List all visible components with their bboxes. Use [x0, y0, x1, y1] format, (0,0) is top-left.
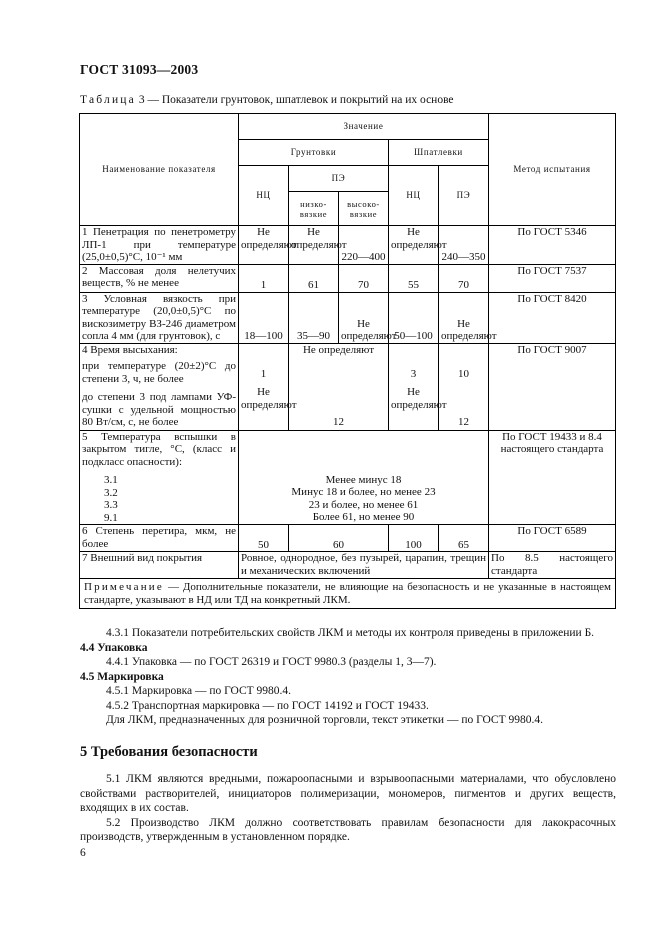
para-4-5-3: Для ЛКМ, предназначенных для розничной торговли, текст этикетки — по ГОСТ 9980.4. [106, 714, 543, 726]
row2-nc: 1 [239, 264, 289, 292]
row1-nc2: Не определяют [389, 226, 439, 265]
caption-text: 3 — Показатели грунтовок, шпатлевок и покрытий на их основе [135, 94, 454, 106]
row3-method: По ГОСТ 8420 [489, 292, 616, 343]
row4-sub1: при температуре (20±2)°С до степени 3, ч, не более [82, 360, 236, 385]
page-number: 6 [80, 847, 86, 859]
section-5-title: 5 Требования безопасности [80, 744, 258, 760]
row5-name [80, 430, 239, 525]
table-row [80, 430, 616, 525]
header-pe: ПЭ [289, 166, 389, 192]
row5-class-4: 9.1 [104, 511, 118, 524]
row5-title: 5 Температура вспышки в закрытом тигле, °С, (класс и подкласс опасности): [82, 430, 236, 468]
row5-value-4: Более 61, но менее 90 [312, 511, 415, 523]
table-row [80, 264, 616, 292]
heading-4-5: 4.5 Маркировка [80, 670, 164, 683]
caption-prefix: Таблица [80, 94, 136, 106]
row4-sub2-nc: Не определяют [241, 386, 297, 411]
para-4-3-1: 4.3.1 Показатели потребительских свойств ЛКМ и методы их контроля приведены в приложении Б. [106, 627, 595, 639]
row5-class-3: 3.3 [104, 499, 118, 511]
row5-method: По ГОСТ 19433 и 8.4 настоящего стандарта [489, 430, 616, 525]
row3-low: 35—90 [289, 292, 339, 343]
row3-nc: 18—100 [239, 292, 289, 343]
row1-method: По ГОСТ 5346 [489, 226, 616, 265]
header-primers: Грунтовки [239, 140, 389, 166]
row4-nc2 [389, 343, 447, 430]
header-putties: Шпатлевки [389, 140, 489, 166]
header-low-viscous: низко-вязкие [289, 192, 339, 226]
row4-sub1-nc: 1 [260, 367, 267, 380]
row2-nc2: 55 [389, 264, 439, 292]
header-high-viscous: высоко-вязкие [339, 192, 389, 226]
heading-4-4: 4.4 Упаковка [80, 641, 148, 654]
indicators-table [79, 113, 616, 609]
para-5-2: 5.2 Производство ЛКМ должно соответствовать правилам безопасности для лакокрасочных производств, утвержденным в установленном порядке. [80, 816, 616, 843]
row4-sub2-pe: 12 [333, 416, 344, 428]
table-note-row [80, 579, 616, 609]
row5-value-3: 23 и более, но менее 61 [308, 498, 419, 511]
para-4-5-2: 4.5.2 Транспортная маркировка — по ГОСТ 14192 и ГОСТ 19433. [106, 699, 429, 712]
header-method: Метод испытания [489, 114, 616, 226]
row6-pe: 60 [289, 525, 389, 552]
row1-low: Не определяют [289, 226, 339, 265]
body-section-5 [80, 772, 616, 845]
para-5-1: 5.1 ЛКМ являются вредными, пожароопасными и взрывоопасными материалами, что обусловлено свойствами растворителей, инициаторов полимеризации, мономеров, пигментов и других веществ, входящих в их состав. [80, 773, 616, 814]
body-section-4 [80, 626, 616, 728]
row5-class-2: 3.2 [104, 486, 118, 499]
note-text: — Дополнительные показатели, не влияющие на безопасность и не указанные в настоящем стандарте, указывают в НД или ТД на конкретный ЛКМ. [84, 581, 611, 606]
row4-method: По ГОСТ 9007 [489, 343, 616, 430]
row2-low: 61 [289, 264, 339, 292]
row2-pe2: 70 [439, 264, 489, 292]
row4-pe2 [439, 343, 489, 430]
row3-high: Не определяют [339, 292, 389, 343]
row2-high: 70 [339, 264, 389, 292]
table-row [80, 292, 616, 343]
row4-sub2-nc2: Не определяют [391, 386, 447, 411]
row5-value-2: Минус 18 и более, но менее 23 [291, 486, 436, 498]
row2-method: По ГОСТ 7537 [489, 264, 616, 292]
row3-pe2: Не определяют [439, 292, 489, 343]
row4-not-determined: Не определяют [302, 343, 375, 356]
row6-method: По ГОСТ 6589 [489, 525, 616, 552]
row5-values [239, 430, 489, 525]
row4-name [80, 343, 239, 430]
row5-value-1: Менее минус 18 [325, 473, 402, 486]
table-note [80, 579, 616, 609]
para-4-5-1: 4.5.1 Маркировка — по ГОСТ 9980.4. [106, 685, 292, 697]
row3-name: 3 Условная вязкость при температуре (20,0±0,5)°С по вискозиметру ВЗ-246 диаметром сопла 4 мм (для грунтовок), с [80, 292, 239, 343]
table-row [80, 226, 616, 265]
row4-nc [239, 343, 297, 430]
row7-value: Ровное, однородное, без пузырей, царапин, трещин и механических включений [239, 552, 489, 579]
row4-sub1-pe2: 10 [458, 367, 469, 380]
row7-name: 7 Внешний вид покрытия [80, 552, 239, 579]
document-header: ГОСТ 31093—2003 [80, 62, 199, 77]
row4-title: 4 Время высыхания: [82, 343, 178, 356]
table-row [80, 525, 616, 552]
row2-name: 2 Массовая доля нелетучих веществ, % не менее [80, 264, 239, 292]
row1-nc: Не определяют [239, 226, 289, 265]
row5-class-1: 3.1 [104, 474, 118, 486]
note-prefix: Примечание [84, 581, 164, 593]
header-name: Наименование показателя [80, 114, 239, 226]
row1-high: 220—400 [339, 226, 389, 265]
header-value: Значение [239, 114, 489, 140]
row4-sub2: до степени 3 под лампами УФ-сушки с удельной мощностью 80 Вт/см, с, не более [82, 391, 236, 428]
header-nc: НЦ [239, 166, 289, 226]
row4-pe-span [289, 343, 389, 430]
table-caption [80, 94, 454, 106]
header-pe2: ПЭ [439, 166, 489, 226]
row4-sub2-pe2: 12 [458, 416, 469, 428]
table-row [80, 552, 616, 579]
row4-sub1-nc2: 3 [410, 367, 417, 380]
header-nc2: НЦ [389, 166, 439, 226]
para-4-4-1: 4.4.1 Упаковка — по ГОСТ 26319 и ГОСТ 9980.3 (разделы 1, 3—7). [106, 656, 437, 668]
row1-name: 1 Пенетрация по пенетрометру ЛП-1 при температуре (25,0±0,5)°С, 10⁻¹ мм [80, 226, 239, 265]
row7-method: По 8.5 настоящего стандарта [489, 552, 616, 579]
row6-nc2: 100 [389, 525, 439, 552]
table-row [80, 343, 616, 430]
row6-name: 6 Степень перетира, мкм, не более [80, 525, 239, 552]
row6-pe2: 65 [439, 525, 489, 552]
row1-pe2: 240—350 [439, 226, 489, 265]
row3-nc2: 50—100 [389, 292, 439, 343]
row6-nc: 50 [239, 525, 289, 552]
